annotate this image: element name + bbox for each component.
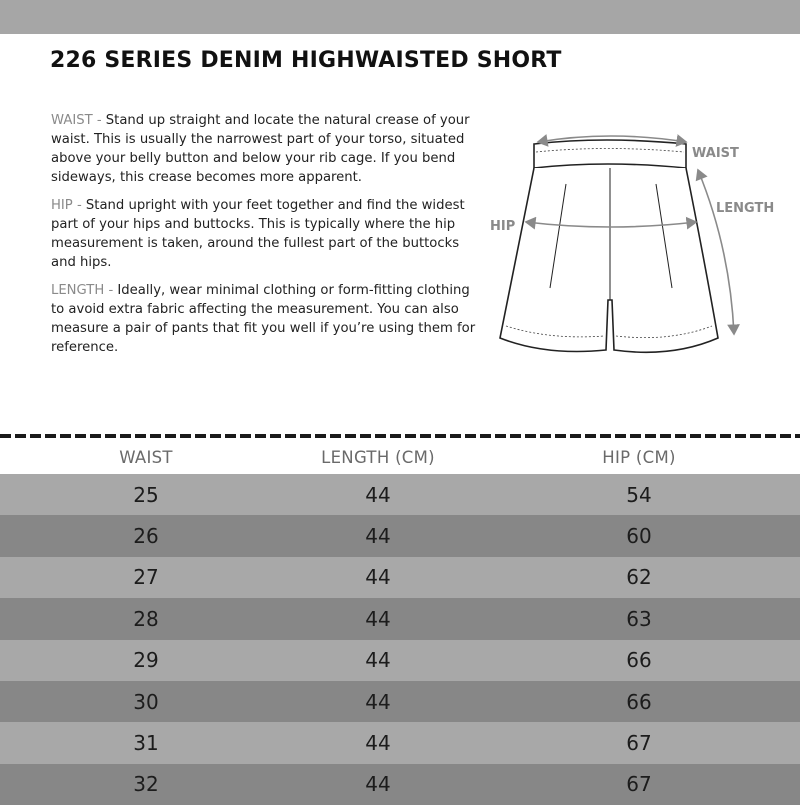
cell-length: 44 bbox=[365, 689, 391, 714]
length-text: Ideally, wear minimal clothing or form-fitting clothing to avoid extra fabric affecting the measurement. You can also measure a pair of pants that fit you well if you’re using them for reference. bbox=[51, 283, 476, 355]
cell-length: 44 bbox=[365, 606, 391, 631]
table-row bbox=[0, 474, 800, 515]
length-guide bbox=[51, 281, 476, 357]
table-row bbox=[0, 557, 800, 598]
waist-term: WAIST - bbox=[51, 113, 102, 128]
cell-length: 44 bbox=[365, 772, 391, 797]
header-waist: WAIST bbox=[119, 448, 173, 467]
cell-length: 44 bbox=[365, 482, 391, 507]
cell-hip: 67 bbox=[626, 731, 652, 756]
cell-length: 44 bbox=[365, 565, 391, 590]
hip-guide bbox=[51, 196, 476, 272]
cell-length: 44 bbox=[365, 524, 391, 549]
length-term: LENGTH - bbox=[51, 283, 114, 298]
shorts-body bbox=[500, 168, 718, 352]
dashed-divider bbox=[0, 432, 800, 440]
cell-waist: 32 bbox=[133, 772, 159, 797]
shorts-diagram bbox=[486, 128, 786, 368]
hip-term: HIP - bbox=[51, 198, 82, 213]
measurement-guide bbox=[51, 111, 476, 366]
table-row bbox=[0, 640, 800, 681]
cell-length: 44 bbox=[365, 648, 391, 673]
cell-waist: 26 bbox=[133, 524, 159, 549]
cell-hip: 63 bbox=[626, 606, 652, 631]
header-length: LENGTH (CM) bbox=[321, 448, 435, 467]
table-row bbox=[0, 722, 800, 763]
table-row bbox=[0, 764, 800, 805]
table-row bbox=[0, 598, 800, 639]
table-row bbox=[0, 515, 800, 556]
cell-waist: 28 bbox=[133, 606, 159, 631]
table-header bbox=[0, 441, 800, 474]
cell-hip: 62 bbox=[626, 565, 652, 590]
length-label: LENGTH bbox=[716, 201, 775, 216]
waist-text: Stand up straight and locate the natural crease of your waist. This is usually the narrowest part of your torso, situated above your belly button and below your rib cage. If you bend sideways, this crease becomes more apparent. bbox=[51, 113, 470, 185]
page-title: 226 SERIES DENIM HIGHWAISTED SHORT bbox=[50, 48, 562, 73]
cell-waist: 25 bbox=[133, 482, 159, 507]
cell-waist: 27 bbox=[133, 565, 159, 590]
cell-hip: 54 bbox=[626, 482, 652, 507]
top-band bbox=[0, 0, 800, 34]
cell-hip: 66 bbox=[626, 648, 652, 673]
waistband bbox=[534, 140, 686, 168]
cell-hip: 66 bbox=[626, 689, 652, 714]
cell-length: 44 bbox=[365, 731, 391, 756]
cell-hip: 60 bbox=[626, 524, 652, 549]
hip-text: Stand upright with your feet together and find the widest part of your hips and buttocks. This is typically where the hip measurement is taken, around the fullest part of the buttocks and hips. bbox=[51, 198, 465, 270]
cell-hip: 67 bbox=[626, 772, 652, 797]
header-hip: HIP (CM) bbox=[602, 448, 676, 467]
cell-waist: 29 bbox=[133, 648, 159, 673]
waist-guide bbox=[51, 111, 476, 187]
cell-waist: 31 bbox=[133, 731, 159, 756]
size-table bbox=[0, 441, 800, 805]
table-row bbox=[0, 681, 800, 722]
hip-label: HIP bbox=[490, 219, 516, 234]
cell-waist: 30 bbox=[133, 689, 159, 714]
waist-label: WAIST bbox=[692, 146, 739, 161]
